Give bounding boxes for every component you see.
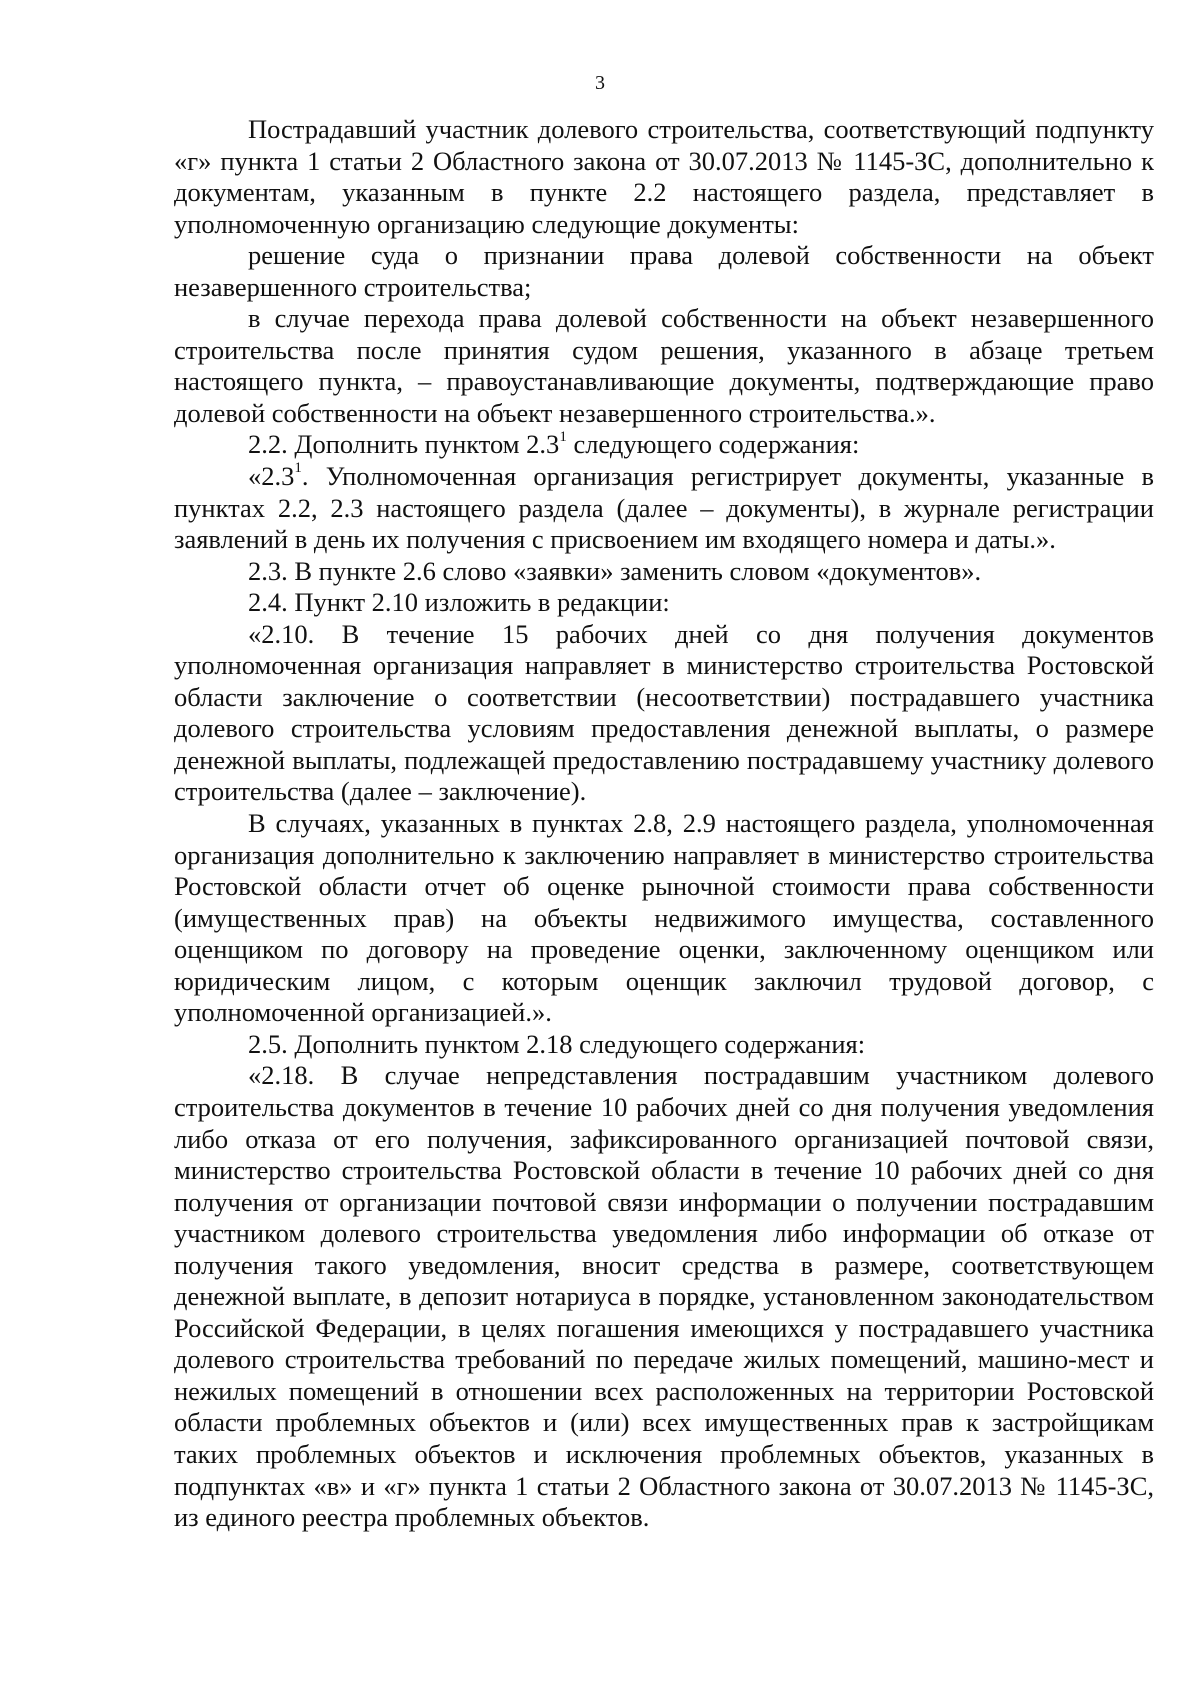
paragraph-clause-2-18: «2.18. В случае непредставления пострадавшим участником долевого строительства документов в течение 10 рабочих дней со дня получения уведомления либо отказа от его получения, зафиксированного организацией почтовой связи, министерство строительства Ростовской области в течение 10 рабочих дней со дня получения от организации почтовой связи информации о получении пострадавшим участником долевого строительства уведомления либо информации об отказе от получения такого уведомления, вносит средства в размере, соответствующем денежной выплате, в депозит нотариуса в порядке, установленном законодательством Российской Федерации, в целях погашения имеющихся у пострадавшего участника долевого строительства требований по передаче жилых помещений, машино-мест и нежилых помещений в отношении всех расположенных на территории Ростовской области проблемных объектов и (или) всех имущественных прав к застройщикам таких проблемных объектов и исключения проблемных объектов, указанных в подпунктах «в» и «г» пункта 1 статьи 2 Областного закона от 30.07.2013 № 1145-ЗС, из единого реестра проблемных объектов. [174,1060,1154,1533]
paragraph-court-decision: решение суда о признании права долевой собственности на объект незавершенного строительства; [174,240,1154,302]
paragraph-clause-2-3-1 [174,461,1154,556]
paragraph-text-after-sup: следующего содержания: [566,429,860,460]
paragraph-clause-2-10: «2.10. В течение 15 рабочих дней со дня получения документов уполномоченная организация направляет в министерство строительства Ростовской области заключение о соответствии (несоответствии) пострадавшего участника долевого строительства условиям предоставления денежной выплаты, о размере денежной выплаты, подлежащей предоставлению пострадавшему участнику долевого строительства (далее – заключение). [174,618,1154,807]
page-number: 3 [595,72,605,94]
paragraph-text-before-sup: 2.2. Дополнить пунктом 2.3 [248,429,560,460]
paragraph-amendment-2-3: 2.3. В пункте 2.6 слово «заявки» заменить словом «документов». [248,555,982,586]
paragraph-intro: Пострадавший участник долевого строительства, соответствующий подпункту «г» пункта 1 статьи 2 Областного закона от 30.07.2013 № 1145-ЗС, дополнительно к документам, указанным в пункте 2.2 настоящего раздела, представляет в уполномоченную организацию следующие документы: [174,114,1154,239]
paragraph-text-after-sup: . Уполномоченная организация регистрирует документы, указанные в пунктах 2.2, 2.3 настоящего раздела (далее – документы), в журнале регистрации заявлений в день их получения с присвоением им входящего номера и даты.». [174,461,1154,555]
paragraph-amendment-2-2 [174,429,1154,461]
paragraph-text-before-sup: «2.3 [248,461,295,492]
paragraph-amendment-2-5: 2.5. Дополнить пунктом 2.18 следующего содержания: [248,1028,866,1059]
paragraph-amendment-2-4: 2.4. Пункт 2.10 изложить в редакции: [248,587,670,618]
paragraph-clause-2-10-cases: В случаях, указанных в пунктах 2.8, 2.9 настоящего раздела, уполномоченная организация дополнительно к заключению направляет в министерство строительства Ростовской области отчет об оценке рыночной стоимости права собственности (имущественных прав) на объекты недвижимого имущества, составленного оценщиком по договору на проведение оценки, заключенному оценщиком или юридическим лицом, с которым оценщик заключил трудовой договор, с уполномоченной организацией.». [174,808,1154,1028]
document-body [174,114,1154,1534]
paragraph-ownership-transfer: в случае перехода права долевой собственности на объект незавершенного строительства после принятия судом решения, указанного в абзаце третьем настоящего пункта, – правоустанавливающие документы, подтверждающие право долевой собственности на объект незавершенного строительства.». [174,303,1154,428]
superscript-mark: 1 [559,428,567,445]
superscript-mark: 1 [294,460,302,477]
